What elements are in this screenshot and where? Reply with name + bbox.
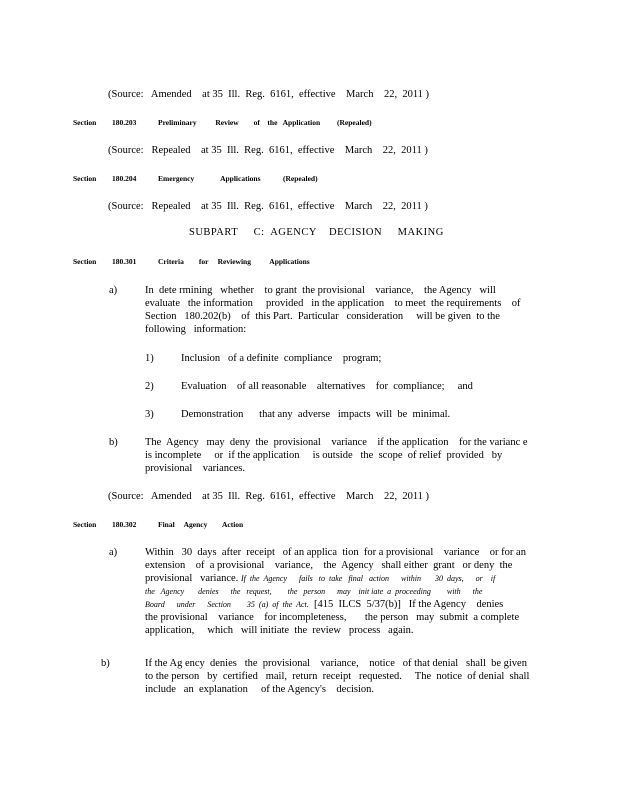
paragraph-marker-a: a) — [109, 285, 118, 296]
source-note-2: (Source: Repealed at 35 Ill. Reg. 6161, effective March 22, 2011 ) — [108, 145, 428, 156]
section-180-302-title: Final Agency Action — [158, 520, 244, 529]
section-180-301-title: Criteria for Reviewing Applications — [158, 257, 310, 266]
statutory-italic-text: If the Agency fails to take final action within 30 days, or if — [240, 574, 496, 583]
paragraph-a-line: extension of a provisional variance, the Agency shall either grant or deny the — [145, 560, 513, 571]
list-item-number: 3) — [145, 409, 154, 420]
paragraph-a-line — [145, 572, 495, 585]
paragraph-b-line: The Agency may deny the provisional variance if the application for the varianc e — [145, 437, 528, 448]
paragraph-marker-b: b) — [109, 437, 118, 448]
paragraph-b-line: to the person by certified mail, return receipt requested. The notice of denial shall — [145, 671, 530, 682]
citation-text: [415 ILCS 5/37(b)] If the Agency denies — [314, 599, 504, 610]
paragraph-a-line: evaluate the information provided in the application to meet the requirements of — [145, 298, 521, 309]
paragraph-a-line: application, which will initiate the review process again. — [145, 625, 414, 636]
paragraph-a-line: Section 180.202(b) of this Part. Particular consideration will be given to the — [145, 311, 500, 322]
statutory-italic-text: the Agency denies the request, the person may init iate a proceeding with the — [145, 587, 483, 596]
section-180-302-number: 180.302 — [112, 520, 137, 529]
list-item-number: 2) — [145, 381, 154, 392]
paragraph-b-line: If the Ag ency denies the provisional variance, notice of that denial shall be given — [145, 658, 527, 669]
list-item-text: Demonstration that any adverse impacts will be minimal. — [181, 409, 451, 420]
paragraph-b-line: include an explanation of the Agency's decision. — [145, 684, 375, 695]
paragraph-a-line — [145, 598, 503, 611]
source-note-1: (Source: Amended at 35 Ill. Reg. 6161, effective March 22, 2011 ) — [108, 89, 430, 100]
plain-text: provisional variance. — [145, 573, 239, 584]
section-180-204-number: 180.204 — [112, 174, 137, 183]
list-item-number: 1) — [145, 353, 154, 364]
paragraph-a-line: following information: — [145, 324, 247, 335]
paragraph-a-line — [145, 585, 482, 598]
subpart-heading: SUBPART C: AGENCY DECISION MAKING — [189, 227, 444, 238]
paragraph-a-line: the provisional variance for incompleteness, the person may submit a complete — [145, 612, 520, 623]
paragraph-marker-b: b) — [101, 658, 110, 669]
list-item-text: Inclusion of a definite compliance program; — [181, 353, 382, 364]
paragraph-b-line: provisional variances. — [145, 463, 246, 474]
list-item-text: Evaluation of all reasonable alternatives for compliance; and — [181, 381, 473, 392]
paragraph-b-line: is incomplete or if the application is outside the scope of relief provided by — [145, 450, 503, 461]
source-note-4: (Source: Amended at 35 Ill. Reg. 6161, effective March 22, 2011 ) — [108, 491, 430, 502]
section-180-203-label: Section — [73, 118, 97, 127]
statutory-italic-text: Board under Section 35 (a) of the Act. — [145, 600, 309, 609]
section-180-203-title: Preliminary Review of the Application (Repealed) — [158, 118, 372, 127]
section-180-204-label: Section — [73, 174, 97, 183]
paragraph-a-line: In dete rmining whether to grant the provisional variance, the Agency will — [145, 285, 496, 296]
section-180-302-label: Section — [73, 520, 97, 529]
section-180-301-number: 180.301 — [112, 257, 137, 266]
section-180-301-label: Section — [73, 257, 97, 266]
section-180-203-number: 180.203 — [112, 118, 137, 127]
paragraph-marker-a: a) — [109, 547, 118, 558]
paragraph-a-line: Within 30 days after receipt of an applica tion for a provisional variance or for an — [145, 547, 526, 558]
section-180-204-title: Emergency Applications (Repealed) — [158, 174, 318, 183]
source-note-3: (Source: Repealed at 35 Ill. Reg. 6161, effective March 22, 2011 ) — [108, 201, 428, 212]
